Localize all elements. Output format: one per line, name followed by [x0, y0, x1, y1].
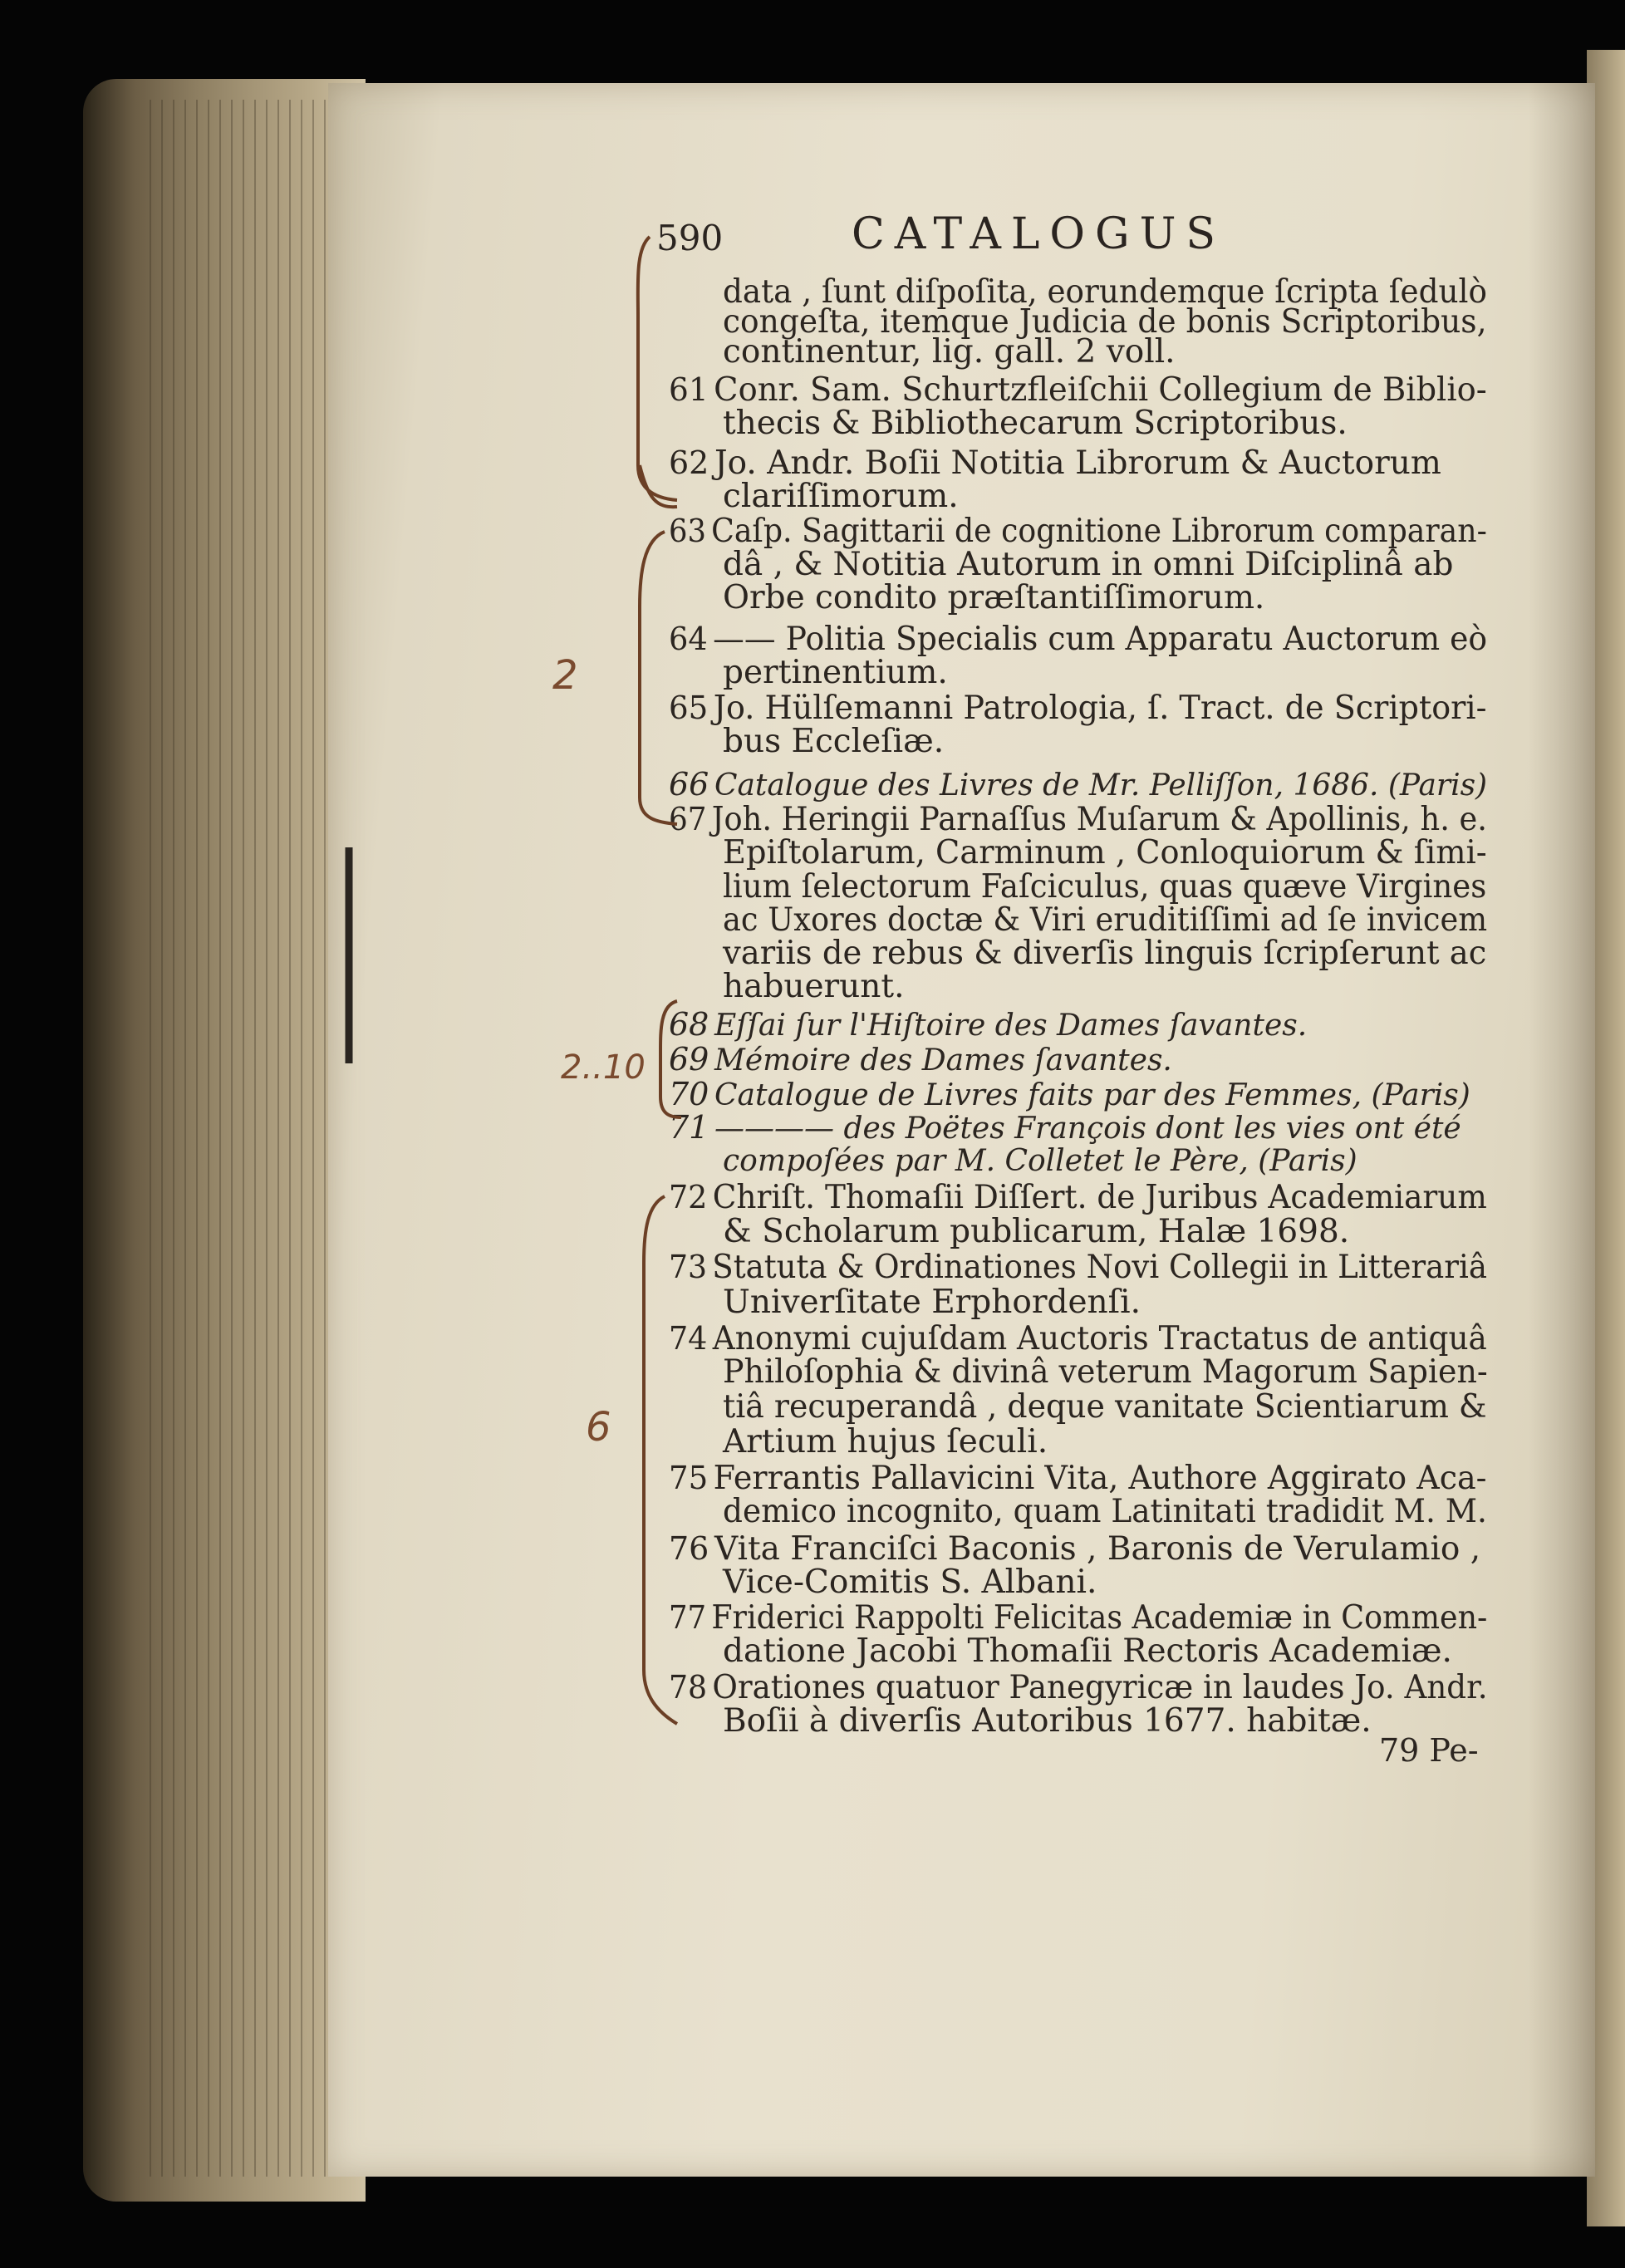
entry-number: 68 [669, 1006, 709, 1043]
entry-number: 73 [669, 1249, 707, 1285]
entry-text: Ferrantis Pallavicini Vita, Authore Aggirato Aca- [713, 1460, 1487, 1497]
entry-number: 76 [669, 1530, 709, 1567]
entry-number: 75 [669, 1460, 709, 1496]
entry-text: Friderici Rappolti Felicitas Academiæ in Commen- [711, 1599, 1488, 1637]
entry-text: Conr. Sam. Schurtzfleiſchii Collegium de Biblio- [714, 371, 1487, 409]
entry-number: 78 [669, 1669, 708, 1706]
entry-text: variis de rebus & diverſis linguis ſcripſerunt ac [723, 935, 1487, 972]
entry-text: demico incognito, quam Latinitati tradidit M. M. [723, 1493, 1487, 1530]
entry-text: dâ , & Notitia Autorum in omni Diſciplinâ ab [723, 546, 1454, 583]
entry-text: Catalogue de Livres faits par des Femmes, (Paris) [714, 1078, 1470, 1112]
entry-text: Orbe condito præſtantiſſimorum. [723, 579, 1265, 616]
entry-number: 72 [669, 1179, 708, 1215]
entry-text: congeſta, itemque Judicia de bonis Scriptoribus, [723, 303, 1487, 341]
entry-text: Catalogue des Livres de Mr. Pelliſſon, 1686. (Paris) [714, 768, 1488, 803]
entry-text: bus Eccleſiæ. [723, 723, 945, 760]
entry-number: 66 [669, 766, 709, 803]
entry-number: 69 [669, 1041, 709, 1078]
entry-text: Artium hujus ſeculi. [723, 1423, 1048, 1460]
entry-text: Vice-Comitis S. Albani. [723, 1564, 1097, 1601]
entry-text: —— Politia Specialis cum Apparatu Auctorum eò [713, 621, 1488, 658]
entry-text: Caſp. Sagittarii de cognitione Librorum comparan- [711, 513, 1487, 550]
entry-text: Epiſtolarum, Carminum , Conloquiorum & ſimi- [723, 834, 1487, 871]
entry-text: Vita Franciſci Baconis , Baronis de Verulamio , [714, 1530, 1481, 1568]
entry-number: 77 [669, 1599, 707, 1636]
entry-text: clariſſimorum. [723, 478, 959, 515]
entry-number: 67 [669, 801, 707, 837]
catchword: 79 Pe- [1379, 1732, 1479, 1769]
margin-note-2: 2 [552, 652, 578, 699]
entry-number: 70 [669, 1076, 709, 1112]
entry-number: 64 [669, 621, 708, 657]
entry-number: 61 [669, 371, 709, 408]
entry-text: pertinentium. [723, 654, 948, 691]
entry-text: & Scholarum publicarum, Halæ 1698. [723, 1213, 1350, 1250]
margin-note-6: 6 [586, 1404, 611, 1451]
entry-text: Eſſai ſur l'Hiſtoire des Dames ſavantes. [714, 1009, 1308, 1043]
entry-number: 62 [669, 444, 709, 481]
entry-number: 71 [669, 1109, 709, 1146]
entry-text: datione Jacobi Thomaſii Rectoris Academiæ. [723, 1632, 1452, 1670]
entry-text: thecis & Bibliothecarum Scriptoribus. [723, 405, 1348, 442]
entry-text: Jo. Andr. Boſii Notitia Librorum & Auctorum [714, 444, 1441, 482]
entry-text: Anonymi cujuſdam Auctoris Tractatus de antiquâ [712, 1320, 1487, 1357]
entry-text: tiâ recuperandâ , deque vanitate Scientiarum & [723, 1388, 1487, 1426]
running-title: CATALOGUS [852, 209, 1226, 259]
entry-number: 63 [669, 513, 706, 549]
entry-text: compoſées par M. Colletet le Père, (Paris) [723, 1144, 1357, 1178]
page-number: 590 [656, 218, 724, 258]
entry-number: 74 [669, 1320, 708, 1357]
entry-text: lium ſelectorum Faſciculus, quas quæve Virgines [723, 868, 1487, 906]
entry-text: habuerunt. [723, 968, 905, 1005]
entry-text: Philoſophia & divinâ veterum Magorum Sapien- [723, 1353, 1488, 1391]
entry-number: 65 [669, 690, 709, 726]
entry-text: Orationes quatuor Panegyricæ in laudes Jo. Andr. [712, 1669, 1488, 1706]
entry-text: Univerſitate Erphordenſi. [723, 1284, 1141, 1321]
entry-text: continentur, lig. gall. 2 voll. [723, 333, 1176, 371]
entry-text: Joh. Heringii Parnaſſus Muſarum & Apollinis, h. e. [711, 801, 1487, 838]
margin-note-2-10: 2..10 [561, 1048, 646, 1087]
entry-text: Mémoire des Dames ſavantes. [714, 1043, 1172, 1078]
entry-text: Jo. Hülſemanni Patrologia, ſ. Tract. de Scriptori- [713, 690, 1487, 727]
entry-text: Boſii à diverſis Autoribus 1677. habitæ. [723, 1702, 1372, 1740]
entry-text: Statuta & Ordinationes Novi Collegii in Litterariâ [712, 1249, 1487, 1286]
entry-text: Chriſt. Thomaſii Diſſert. de Juribus Academiarum [712, 1179, 1487, 1216]
entry-text: ———— des Poëtes François dont les vies ont été [714, 1112, 1461, 1146]
entry-text: data , ſunt diſpoſita, eorundemque ſcripta ſedulò [723, 273, 1487, 311]
entry-text: ac Uxores doctæ & Viri eruditiſſimi ad ſe invicem [723, 901, 1488, 939]
